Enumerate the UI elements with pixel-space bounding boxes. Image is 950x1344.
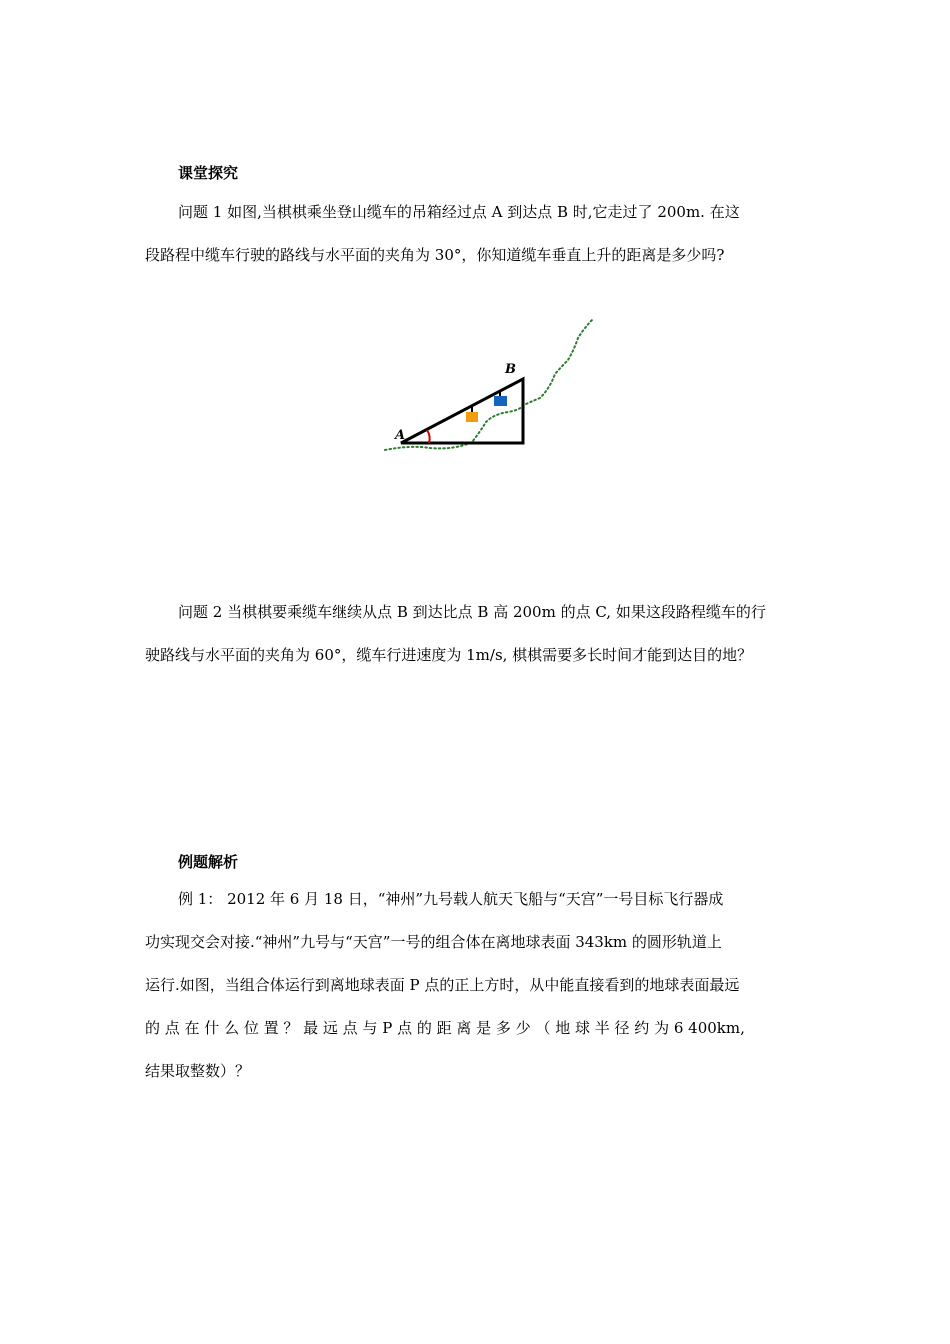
problem-1: [145, 202, 810, 265]
example-1-line-3: 运行.如图，当组合体运行到离地球表面 P 点的正上方时，从中能直接看到的地球表面最远: [145, 976, 740, 994]
problem-2: [145, 602, 810, 665]
point-a-label: A: [395, 428, 406, 443]
problem-1-line-2: 段路程中缆车行驶的路线与水平面的夹角为 30°，你知道缆车垂直上升的距离是多少吗?: [145, 246, 725, 264]
example-1-line-2: 功实现交会对接.“神州”九号与“天宫”一号的组合体在离地球表面 343km 的圆形轨道上: [145, 933, 722, 951]
angle-mark: [427, 430, 430, 443]
mountain-path: [385, 318, 594, 450]
cable-car-diagram: [380, 310, 610, 460]
car-b-icon: [494, 396, 507, 406]
problem-1-line-1: 问题 1 如图,当棋棋乘坐登山缆车的吊箱经过点 A 到达点 B 时,它走过了 200m. 在这: [178, 203, 740, 221]
section-heading-example-analysis: 例题解析: [178, 853, 239, 871]
example-1: [145, 889, 810, 1081]
problem-2-line-2: 驶路线与水平面的夹角为 60°，缆车行进速度为 1m/s, 棋棋需要多长时间才能到达目的地？: [145, 646, 753, 664]
problem-2-line-1: 问题 2 当棋棋要乘缆车继续从点 B 到达比点 B 高 200m 的点 C, 如果这段路程缆车的行: [178, 603, 766, 621]
point-b-label: B: [505, 362, 516, 377]
section-heading-classroom-inquiry: 课堂探究: [178, 164, 239, 182]
example-1-line-1: 例 1： 2012 年 6 月 18 日，“神州”九号载人航天飞船与“天宫”一号目标飞行器成: [178, 890, 724, 908]
example-1-line-5: 结果取整数）？: [145, 1062, 251, 1080]
right-triangle: [401, 379, 523, 443]
example-1-line-4: 的 点 在 什 么 位 置 ？ 最 远 点 与 P 点 的 距 离 是 多 少 （ 地 球 半 径 约 为 6 400km,: [145, 1019, 745, 1037]
car-a-icon: [466, 412, 478, 422]
